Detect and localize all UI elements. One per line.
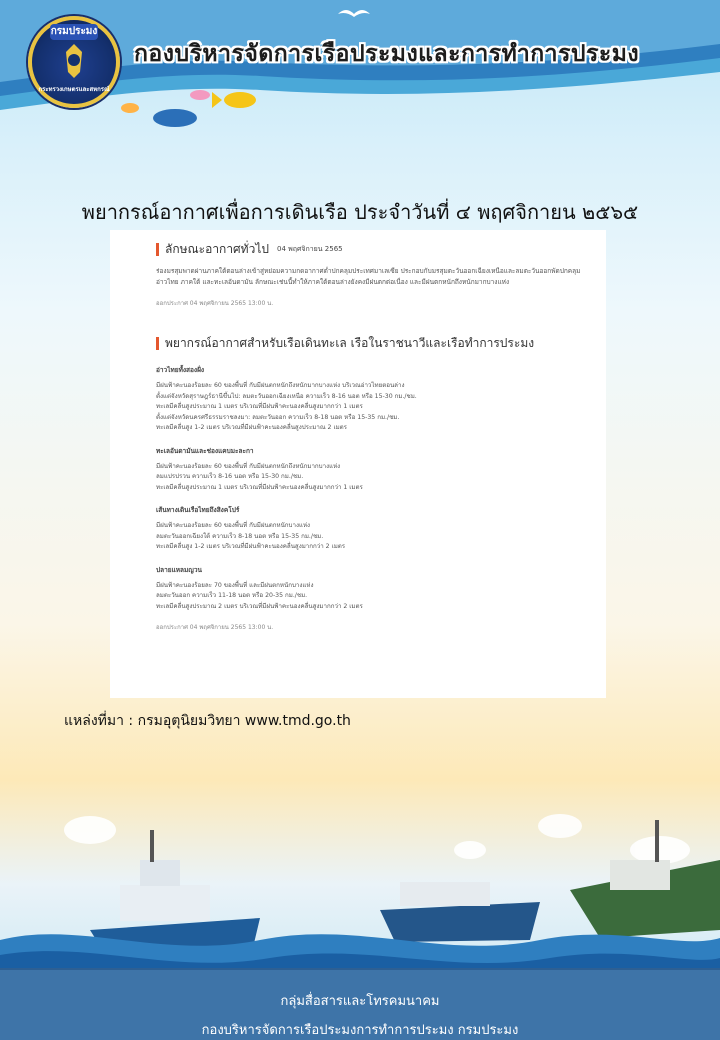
boat-right-icon: [570, 820, 720, 938]
emblem-icon: [56, 42, 92, 80]
region-line: ทะเลมีคลื่นสูงประมาณ 2 เมตร บริเวณที่มีฝนฟ้าคะนองคลื่นสูงมากกว่า 2 เมตร: [156, 602, 363, 610]
footer-line-2: กองบริหารจัดการเรือประมงการทำการประมง กรมประมง: [201, 1023, 519, 1038]
region-block: [156, 565, 590, 613]
logo-text-top: กรมประมง: [50, 24, 98, 40]
region-line: มีฝนฟ้าคะนองร้อยละ 60 ของพื้นที่ กับมีฝนตกหนักถึงหนักมากบางแห่ง บริเวณอ่าวไทยตอนล่าง: [156, 382, 405, 389]
region-name: อ่าวไทยทั้งสองฝั่ง: [156, 366, 205, 374]
region-line: ตั้งแต่จังหวัดสุราษฎร์ธานีขึ้นไป: ลมตะวันออกเฉียงเหนือ ความเร็ว 8-16 นอต หรือ 15-30 กม./ชม.: [156, 392, 417, 400]
region-line: ทะเลมีคลื่นสูงประมาณ 1 เมตร บริเวณที่มีฝนฟ้าคะนองคลื่นสูงมากกว่า 1 เมตร: [156, 403, 363, 410]
logo-text-bottom: กระทรวงเกษตรและสหกรณ์: [38, 86, 110, 93]
region-block: [156, 505, 590, 553]
clouds-decoration: [64, 814, 690, 864]
region-line: ลมตะวันออก ความเร็ว 11-18 นอต หรือ 20-35 กม./ชม.: [156, 592, 308, 599]
general-heading-text: ลักษณะอากาศทั่วไป: [165, 242, 269, 256]
region-name: เส้นทางเดินเรือไทยถึงสิงคโปร์: [156, 506, 240, 514]
region-block: [156, 365, 590, 434]
region-line: ลมแปรปรวน ความเร็ว 8-16 นอต หรือ 15-30 กม./ชม.: [156, 473, 304, 480]
department-logo: [28, 16, 120, 108]
marine-heading-text: พยากรณ์อากาศสำหรับเรือเดินทะเล เรือในราชนาวีและเรือทำการประมง: [165, 336, 535, 350]
general-section-heading: [156, 240, 590, 259]
region-line: มีฝนฟ้าคะนองร้อยละ 60 ของพื้นที่ กับมีฝนตกหนักบางแห่ง: [156, 522, 311, 529]
region-line: ลมตะวันออกเฉียงใต้ ความเร็ว 8-18 นอต หรือ 15-35 กม./ชม.: [156, 532, 324, 540]
region-name: ทะเลอันดามันและช่องแคบมะละกา: [156, 446, 254, 455]
forecast-screenshot-card: [110, 230, 606, 698]
footer-line-1: กลุ่มสื่อสารและโทรคมนาคม: [280, 994, 440, 1009]
region-line: ทะเลมีคลื่นสูงประมาณ 1 เมตร บริเวณที่มีฝนฟ้าคะนองคลื่นสูงมากกว่า 1 เมตร: [156, 483, 363, 491]
region-line: ตั้งแต่จังหวัดนครศรีธรรมราชลงมา: ลมตะวันออก ความเร็ว 8-18 นอต หรือ 15-35 กม./ชม.: [156, 413, 400, 421]
region-line: มีฝนฟ้าคะนองร้อยละ 60 ของพื้นที่ กับมีฝนตกหนักถึงหนักมากบางแห่ง: [156, 462, 341, 470]
marine-issued: ออกประกาศ 04 พฤศจิกายน 2565 13:00 น.: [156, 624, 274, 631]
boat-middle-icon: [380, 882, 540, 942]
region-line: ทะเลมีคลื่นสูง 1-2 เมตร บริเวณที่มีฝนฟ้าคะนองคลื่นสูงประมาณ 2 เมตร: [156, 424, 347, 431]
header: [0, 0, 720, 130]
section-accent-bar: [156, 337, 159, 350]
general-issued: ออกประกาศ 04 พฤศจิกายน 2565 13:00 น.: [156, 300, 274, 307]
region-block: [156, 446, 590, 494]
marine-section-heading: [156, 334, 590, 353]
footer: [0, 970, 720, 1040]
org-title: กองบริหารจัดการเรือประมงและการทำการประมง: [134, 41, 640, 67]
general-date: 04 พฤศจิกายน 2565: [276, 245, 343, 253]
section-accent-bar: [156, 243, 159, 256]
region-name: ปลายแหลมญวน: [156, 565, 202, 574]
general-body: ร่องมรสุมพาดผ่านภาคใต้ตอนล่างเข้าสู่หย่อมความกดอากาศต่ำปกคลุมประเทศมาเลเซีย ประกอบกับมรสุมตะวันออกเฉียงเหนือและลมตะวันออกพัดปกคลุมอ่าวไทย ภาคใต้ และทะเลอันดามัน ลักษณะเช่นนี้ทำให้ภาคใต้ตอนล่างยังคงมีฝนตกต่อเนื่อง และมีฝนตกหนักถึงหนักมากบางแห่ง: [156, 267, 581, 286]
boats-waves-illustration: [0, 790, 720, 980]
region-line: ทะเลมีคลื่นสูง 1-2 เมตร บริเวณที่มีฝนฟ้าคะนองคลื่นสูงมากกว่า 2 เมตร: [156, 543, 346, 550]
region-line: มีฝนฟ้าคะนองร้อยละ 70 ของพื้นที่ และมีฝนตกหนักบางแห่ง: [156, 581, 314, 589]
page-title: พยากรณ์อากาศเพื่อการเดินเรือ ประจำวันที่ ๔ พฤศจิกายน ๒๕๖๕: [81, 200, 639, 224]
source-credit: แหล่งที่มา : กรมอุตุนิยมวิทยา www.tmd.go.th: [64, 713, 351, 729]
